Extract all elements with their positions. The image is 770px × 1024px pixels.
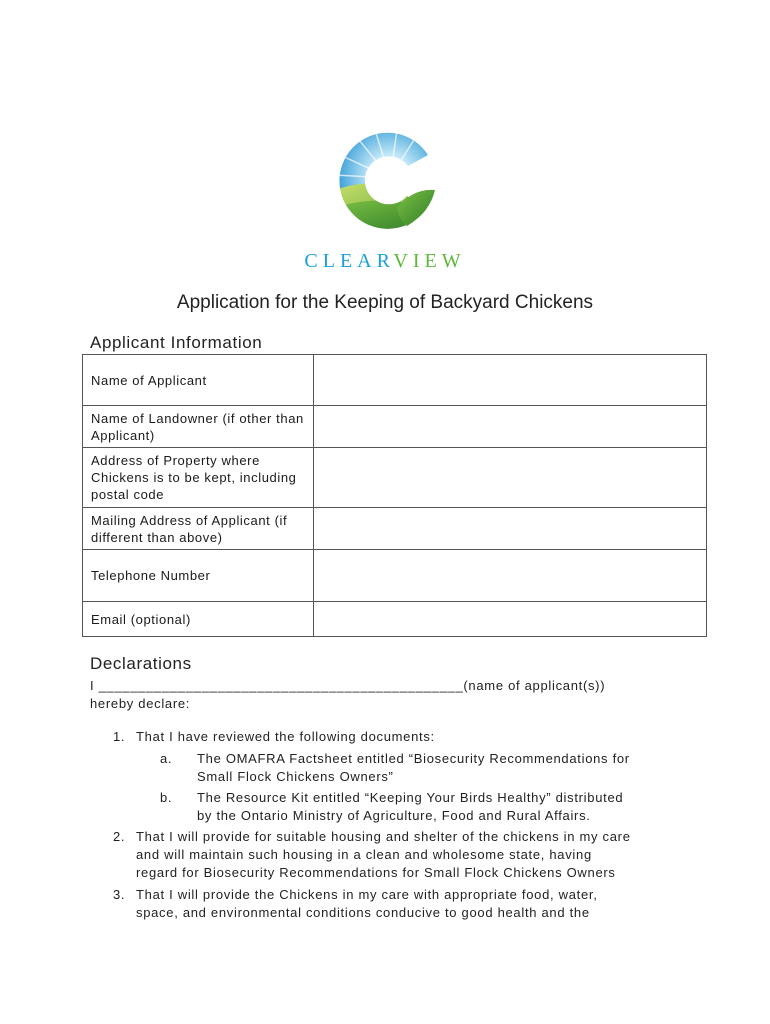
- declaration-line-2: hereby declare:: [90, 696, 191, 711]
- brand-part-clear: CLEAR: [304, 250, 394, 272]
- applicant-name-field[interactable]: [314, 355, 707, 406]
- declaration-line-1: I ______________________________________________(name of applicant(s)): [90, 678, 606, 693]
- item-3-number: 3.: [113, 887, 126, 902]
- field-label: Name of Landowner (if other than Applicant): [83, 406, 314, 448]
- applicant-info-table: [82, 354, 707, 637]
- item-3-line-2: space, and environmental conditions conducive to good health and the: [136, 905, 590, 920]
- field-label: Name of Applicant: [83, 355, 314, 406]
- item-1b-line-2: by the Ontario Ministry of Agriculture, Food and Rural Affairs.: [197, 808, 591, 823]
- field-label: Address of Property where Chickens is to be kept, including postal code: [83, 448, 314, 508]
- item-2-line-2: and will maintain such housing in a clean and wholesome state, having: [136, 847, 592, 862]
- table-row: [83, 406, 707, 448]
- table-row: [83, 508, 707, 550]
- item-2-line-3: regard for Biosecurity Recommendations for Small Flock Chickens Owners: [136, 865, 616, 880]
- mailing-address-field[interactable]: [314, 508, 707, 550]
- landowner-name-field[interactable]: [314, 406, 707, 448]
- applicant-info-heading: Applicant Information: [90, 333, 263, 352]
- item-2-number: 2.: [113, 829, 126, 844]
- item-3-line-1: That I will provide the Chickens in my care with appropriate food, water,: [136, 887, 598, 902]
- page-title: Application for the Keeping of Backyard Chickens: [176, 292, 594, 313]
- item-1a-line-1: The OMAFRA Factsheet entitled “Biosecurity Recommendations for: [197, 751, 630, 766]
- field-label: Email (optional): [83, 602, 314, 637]
- property-address-field[interactable]: [314, 448, 707, 508]
- table-row: [83, 602, 707, 637]
- field-label: Mailing Address of Applicant (if different than above): [83, 508, 314, 550]
- declarations-heading: Declarations: [90, 654, 192, 673]
- item-1-text: That I have reviewed the following documents:: [136, 729, 435, 744]
- brand-wordmark: [0, 250, 770, 273]
- email-field[interactable]: [314, 602, 707, 637]
- item-2-line-1: That I will provide for suitable housing and shelter of the chickens in my care: [136, 829, 631, 844]
- field-label: Telephone Number: [83, 550, 314, 602]
- table-row: [83, 355, 707, 406]
- item-1a-line-2: Small Flock Chickens Owners”: [197, 769, 394, 784]
- table-row: [83, 550, 707, 602]
- clearview-logo: [335, 130, 435, 230]
- table-row: [83, 448, 707, 508]
- item-1-number: 1.: [113, 729, 126, 744]
- item-1b-number: b.: [160, 790, 173, 805]
- item-1a-number: a.: [160, 751, 173, 766]
- item-1b-line-1: The Resource Kit entitled “Keeping Your Birds Healthy” distributed: [197, 790, 624, 805]
- telephone-field[interactable]: [314, 550, 707, 602]
- brand-part-view: VIEW: [393, 250, 466, 272]
